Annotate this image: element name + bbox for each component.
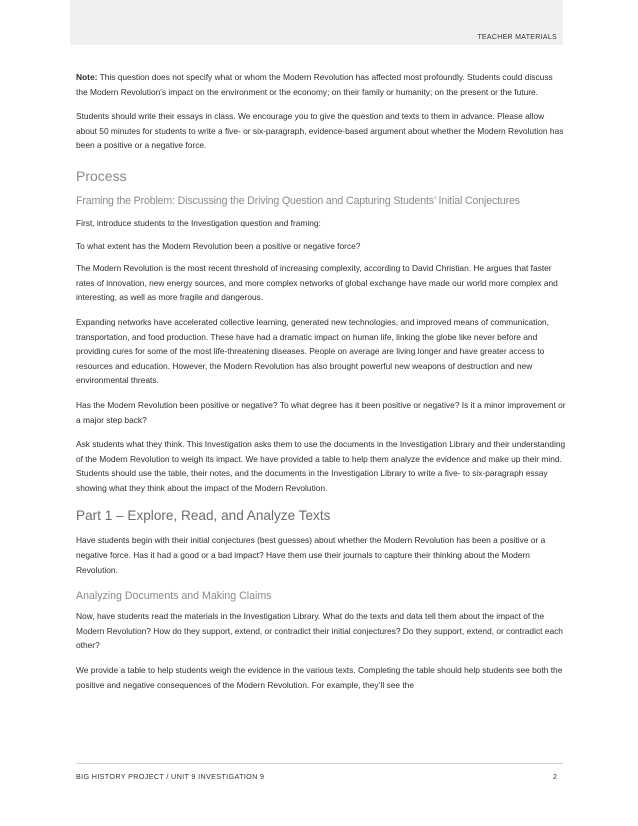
process-paragraph-6: Ask students what they think. This Investigation asks them to use the documents in the Investigation Library and their understanding of the Modern Revolution to weigh its impact. We have provided a table to help them analyze the evidence and make up their mind. Students should use the table, their notes, and the documents in the Investigation Library to write a five- to six-paragraph essay showing what they think about the impact of the Modern Revolution. <box>76 439 566 493</box>
note-paragraph <box>76 70 566 99</box>
analyzing-paragraph-1: Now, have students read the materials in the Investigation Library. What do the texts and data tell them about the impact of the Modern Revolution? How do they support, extend, or contradict their initial conjectures? Do they support, extend, or contradict each other? <box>76 611 563 651</box>
process-paragraph-5: Has the Modern Revolution been positive or negative? To what degree has it been positive or negative? Is it a minor improvement or a major step back? <box>76 399 566 425</box>
note-label: Note: <box>76 72 98 82</box>
part1-intro: Have students begin with their initial conjectures (best guesses) about whether the Modern Revolution has been a positive or a negative force. Has it had a good or a bad impact? Have them use their journals to capture their thinking about the Modern Revolution. <box>76 535 546 575</box>
process-heading: Process <box>76 167 127 184</box>
page-content <box>76 70 566 702</box>
part1-heading: Part 1 – Explore, Read, and Analyze Texts <box>76 508 331 524</box>
header-label: TEACHER MATERIALS <box>477 34 557 41</box>
process-paragraph-4: Expanding networks have accelerated collective learning, generated new technologies, and improved means of communication, transportation, and food production. These have had a dramatic impact on human life, linking the globe like never before and providing cures for some of the most life-threatening diseases. People on average are living longer and have greater access to resources and education. However, the Modern Revolution has also brought powerful new weapons of destruction and new environmental threats. <box>76 316 549 386</box>
analyzing-heading: Analyzing Documents and Making Claims <box>76 590 272 603</box>
note-text: This question does not specify what or whom the Modern Revolution has affected most profoundly. Students could discuss the Modern Revolution's impact on the environment or the economy; on their family or humanity; on the present or the future. <box>76 72 553 97</box>
footer-course-label: BIG HISTORY PROJECT / UNIT 9 INVESTIGATION 9 <box>76 772 265 781</box>
framing-heading: Framing the Problem: Discussing the Driving Question and Capturing Students’ Initial Conjectures <box>76 194 520 207</box>
page-number: 2 <box>553 772 557 781</box>
process-paragraph-1: First, introduce students to the Investigation question and framing: <box>76 217 321 228</box>
investigation-question: To what extent has the Modern Revolution been a positive or negative force? <box>76 240 361 251</box>
essay-paragraph: Students should write their essays in class. We encourage you to give the question and texts to them in advance. Please allow about 50 minutes for students to write a five- or six-paragraph, evidence-based argument about whether the Modern Revolution has been a positive or a negative force. <box>76 111 564 151</box>
footer-divider <box>76 763 563 764</box>
header-bar <box>70 0 563 45</box>
analyzing-paragraph-2: We provide a table to help students weigh the evidence in the various texts. Completing the table should help students see both the positive and negative consequences of the Modern Revolution. For example, they’ll see the <box>76 665 563 690</box>
process-paragraph-3: The Modern Revolution is the most recent threshold of increasing complexity, according to David Christian. He argues that faster rates of innovation, new energy sources, and more complex networks of global exchange have made our world more complex and interesting, as well as more fragile and dangerous. <box>76 263 558 303</box>
